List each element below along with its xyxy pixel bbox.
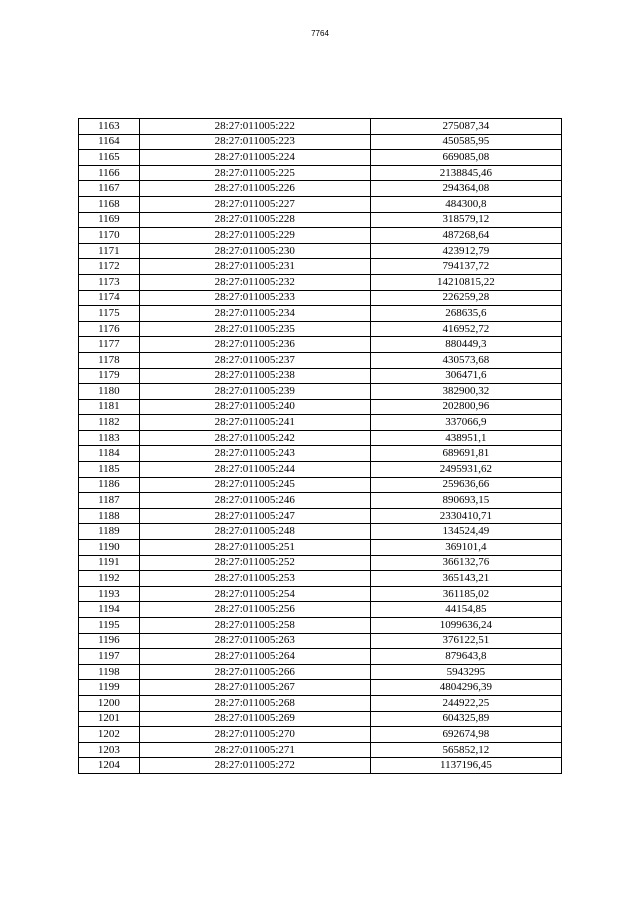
cadastral-number-cell: 28:27:011005:230 (139, 243, 370, 259)
cadastral-value-cell: 692674,98 (370, 727, 561, 743)
cadastral-value-cell: 4804296,39 (370, 680, 561, 696)
cadastral-number-cell: 28:27:011005:267 (139, 680, 370, 696)
cadastral-number-cell: 28:27:011005:252 (139, 555, 370, 571)
table-row (79, 695, 562, 711)
cadastral-number-cell: 28:27:011005:235 (139, 321, 370, 337)
cadastral-value-cell: 376122,51 (370, 633, 561, 649)
cadastral-value-cell: 689691,81 (370, 446, 561, 462)
cadastral-number-cell: 28:27:011005:246 (139, 493, 370, 509)
row-number-cell: 1189 (79, 524, 140, 540)
row-number-cell: 1187 (79, 493, 140, 509)
cadastral-number-cell: 28:27:011005:225 (139, 165, 370, 181)
row-number-cell: 1183 (79, 430, 140, 446)
cadastral-value-cell: 268635,6 (370, 306, 561, 322)
cadastral-value-cell: 244922,25 (370, 695, 561, 711)
table-row (79, 586, 562, 602)
cadastral-number-cell: 28:27:011005:232 (139, 274, 370, 290)
row-number-cell: 1167 (79, 181, 140, 197)
row-number-cell: 1178 (79, 352, 140, 368)
table-row (79, 477, 562, 493)
table-row (79, 446, 562, 462)
row-number-cell: 1190 (79, 540, 140, 556)
table-row (79, 618, 562, 634)
cadastral-number-cell: 28:27:011005:227 (139, 196, 370, 212)
cadastral-value-cell: 134524,49 (370, 524, 561, 540)
row-number-cell: 1196 (79, 633, 140, 649)
table-row (79, 243, 562, 259)
cadastral-value-cell: 416952,72 (370, 321, 561, 337)
cadastral-number-cell: 28:27:011005:222 (139, 119, 370, 135)
cadastral-value-cell: 2138845,46 (370, 165, 561, 181)
cadastral-number-cell: 28:27:011005:228 (139, 212, 370, 228)
row-number-cell: 1192 (79, 571, 140, 587)
table-row (79, 212, 562, 228)
cadastral-number-cell: 28:27:011005:264 (139, 649, 370, 665)
row-number-cell: 1175 (79, 306, 140, 322)
cadastral-number-cell: 28:27:011005:237 (139, 352, 370, 368)
cadastral-number-cell: 28:27:011005:226 (139, 181, 370, 197)
cadastral-value-cell: 275087,34 (370, 119, 561, 135)
cadastral-value-cell: 565852,12 (370, 742, 561, 758)
cadastral-value-cell: 1137196,45 (370, 758, 561, 774)
cadastral-value-cell: 306471,6 (370, 368, 561, 384)
cadastral-number-cell: 28:27:011005:236 (139, 337, 370, 353)
table-row (79, 633, 562, 649)
table-row (79, 664, 562, 680)
row-number-cell: 1174 (79, 290, 140, 306)
cadastral-value-cell: 202800,96 (370, 399, 561, 415)
cadastral-value-cell: 1099636,24 (370, 618, 561, 634)
table-row (79, 649, 562, 665)
cadastral-number-cell: 28:27:011005:268 (139, 695, 370, 711)
table-row (79, 540, 562, 556)
cadastral-number-cell: 28:27:011005:256 (139, 602, 370, 618)
cadastral-number-cell: 28:27:011005:258 (139, 618, 370, 634)
table-row (79, 555, 562, 571)
cadastral-number-cell: 28:27:011005:241 (139, 415, 370, 431)
table-row (79, 415, 562, 431)
cadastral-value-cell: 890693,15 (370, 493, 561, 509)
cadastral-number-cell: 28:27:011005:271 (139, 742, 370, 758)
cadastral-value-cell: 366132,76 (370, 555, 561, 571)
row-number-cell: 1172 (79, 259, 140, 275)
table-row (79, 430, 562, 446)
table-row (79, 727, 562, 743)
cadastral-value-cell: 259636,66 (370, 477, 561, 493)
row-number-cell: 1163 (79, 119, 140, 135)
cadastral-number-cell: 28:27:011005:233 (139, 290, 370, 306)
row-number-cell: 1170 (79, 228, 140, 244)
cadastral-number-cell: 28:27:011005:240 (139, 399, 370, 415)
cadastral-value-cell: 880449,3 (370, 337, 561, 353)
cadastral-number-cell: 28:27:011005:263 (139, 633, 370, 649)
table-body (79, 119, 562, 774)
row-number-cell: 1168 (79, 196, 140, 212)
cadastral-value-cell: 369101,4 (370, 540, 561, 556)
cadastral-value-cell: 669085,08 (370, 150, 561, 166)
row-number-cell: 1181 (79, 399, 140, 415)
row-number-cell: 1185 (79, 462, 140, 478)
cadastral-value-cell: 361185,02 (370, 586, 561, 602)
table-row (79, 321, 562, 337)
cadastral-value-cell: 337066,9 (370, 415, 561, 431)
table-row (79, 368, 562, 384)
cadastral-value-cell: 430573,68 (370, 352, 561, 368)
cadastral-value-cell: 423912,79 (370, 243, 561, 259)
table-row (79, 742, 562, 758)
table-row (79, 602, 562, 618)
cadastral-number-cell: 28:27:011005:238 (139, 368, 370, 384)
cadastral-value-cell: 794137,72 (370, 259, 561, 275)
table-row (79, 306, 562, 322)
cadastral-number-cell: 28:27:011005:243 (139, 446, 370, 462)
table-row (79, 399, 562, 415)
cadastral-number-cell: 28:27:011005:270 (139, 727, 370, 743)
cadastral-number-cell: 28:27:011005:234 (139, 306, 370, 322)
row-number-cell: 1195 (79, 618, 140, 634)
cadastral-number-cell: 28:27:011005:251 (139, 540, 370, 556)
row-number-cell: 1194 (79, 602, 140, 618)
row-number-cell: 1171 (79, 243, 140, 259)
cadastral-value-cell: 438951,1 (370, 430, 561, 446)
cadastral-number-cell: 28:27:011005:272 (139, 758, 370, 774)
row-number-cell: 1186 (79, 477, 140, 493)
row-number-cell: 1200 (79, 695, 140, 711)
row-number-cell: 1193 (79, 586, 140, 602)
table-row (79, 119, 562, 135)
table-row (79, 711, 562, 727)
cadastral-value-cell: 879643,8 (370, 649, 561, 665)
table-row (79, 352, 562, 368)
row-number-cell: 1180 (79, 384, 140, 400)
row-number-cell: 1179 (79, 368, 140, 384)
table-row (79, 228, 562, 244)
row-number-cell: 1204 (79, 758, 140, 774)
table-row (79, 462, 562, 478)
cadastral-value-cell: 450585,95 (370, 134, 561, 150)
table-row (79, 680, 562, 696)
cadastral-number-cell: 28:27:011005:247 (139, 508, 370, 524)
table-row (79, 571, 562, 587)
row-number-cell: 1173 (79, 274, 140, 290)
row-number-cell: 1188 (79, 508, 140, 524)
cadastral-number-cell: 28:27:011005:224 (139, 150, 370, 166)
cadastral-number-cell: 28:27:011005:248 (139, 524, 370, 540)
row-number-cell: 1199 (79, 680, 140, 696)
cadastral-value-cell: 294364,08 (370, 181, 561, 197)
table-row (79, 259, 562, 275)
table-row (79, 134, 562, 150)
cadastral-number-cell: 28:27:011005:269 (139, 711, 370, 727)
cadastral-value-cell: 484300,8 (370, 196, 561, 212)
cadastral-number-cell: 28:27:011005:245 (139, 477, 370, 493)
row-number-cell: 1191 (79, 555, 140, 571)
cadastral-number-cell: 28:27:011005:253 (139, 571, 370, 587)
cadastral-value-cell: 365143,21 (370, 571, 561, 587)
cadastral-value-cell: 2330410,71 (370, 508, 561, 524)
cadastral-value-cell: 318579,12 (370, 212, 561, 228)
cadastral-number-cell: 28:27:011005:223 (139, 134, 370, 150)
row-number-cell: 1164 (79, 134, 140, 150)
cadastral-number-cell: 28:27:011005:242 (139, 430, 370, 446)
cadastral-number-cell: 28:27:011005:254 (139, 586, 370, 602)
cadastral-number-cell: 28:27:011005:266 (139, 664, 370, 680)
cadastral-value-cell: 14210815,22 (370, 274, 561, 290)
cadastral-value-cell: 487268,64 (370, 228, 561, 244)
row-number-cell: 1165 (79, 150, 140, 166)
row-number-cell: 1201 (79, 711, 140, 727)
table-row (79, 758, 562, 774)
cadastral-number-cell: 28:27:011005:229 (139, 228, 370, 244)
table-row (79, 384, 562, 400)
table-row (79, 290, 562, 306)
cadastral-value-table (78, 118, 562, 774)
cadastral-value-cell: 382900,32 (370, 384, 561, 400)
cadastral-number-cell: 28:27:011005:239 (139, 384, 370, 400)
table-row (79, 165, 562, 181)
cadastral-value-cell: 5943295 (370, 664, 561, 680)
row-number-cell: 1166 (79, 165, 140, 181)
table-row (79, 508, 562, 524)
table-row (79, 524, 562, 540)
row-number-cell: 1198 (79, 664, 140, 680)
row-number-cell: 1202 (79, 727, 140, 743)
table-row (79, 181, 562, 197)
row-number-cell: 1203 (79, 742, 140, 758)
row-number-cell: 1197 (79, 649, 140, 665)
table-row (79, 196, 562, 212)
cadastral-number-cell: 28:27:011005:244 (139, 462, 370, 478)
cadastral-number-cell: 28:27:011005:231 (139, 259, 370, 275)
row-number-cell: 1169 (79, 212, 140, 228)
cadastral-value-cell: 2495931,62 (370, 462, 561, 478)
cadastral-value-cell: 604325,89 (370, 711, 561, 727)
table-row (79, 337, 562, 353)
row-number-cell: 1177 (79, 337, 140, 353)
row-number-cell: 1182 (79, 415, 140, 431)
page-number: 7764 (311, 29, 329, 38)
table-row (79, 150, 562, 166)
row-number-cell: 1184 (79, 446, 140, 462)
cadastral-value-cell: 44154,85 (370, 602, 561, 618)
row-number-cell: 1176 (79, 321, 140, 337)
table-row (79, 493, 562, 509)
cadastral-value-cell: 226259,28 (370, 290, 561, 306)
table-row (79, 274, 562, 290)
